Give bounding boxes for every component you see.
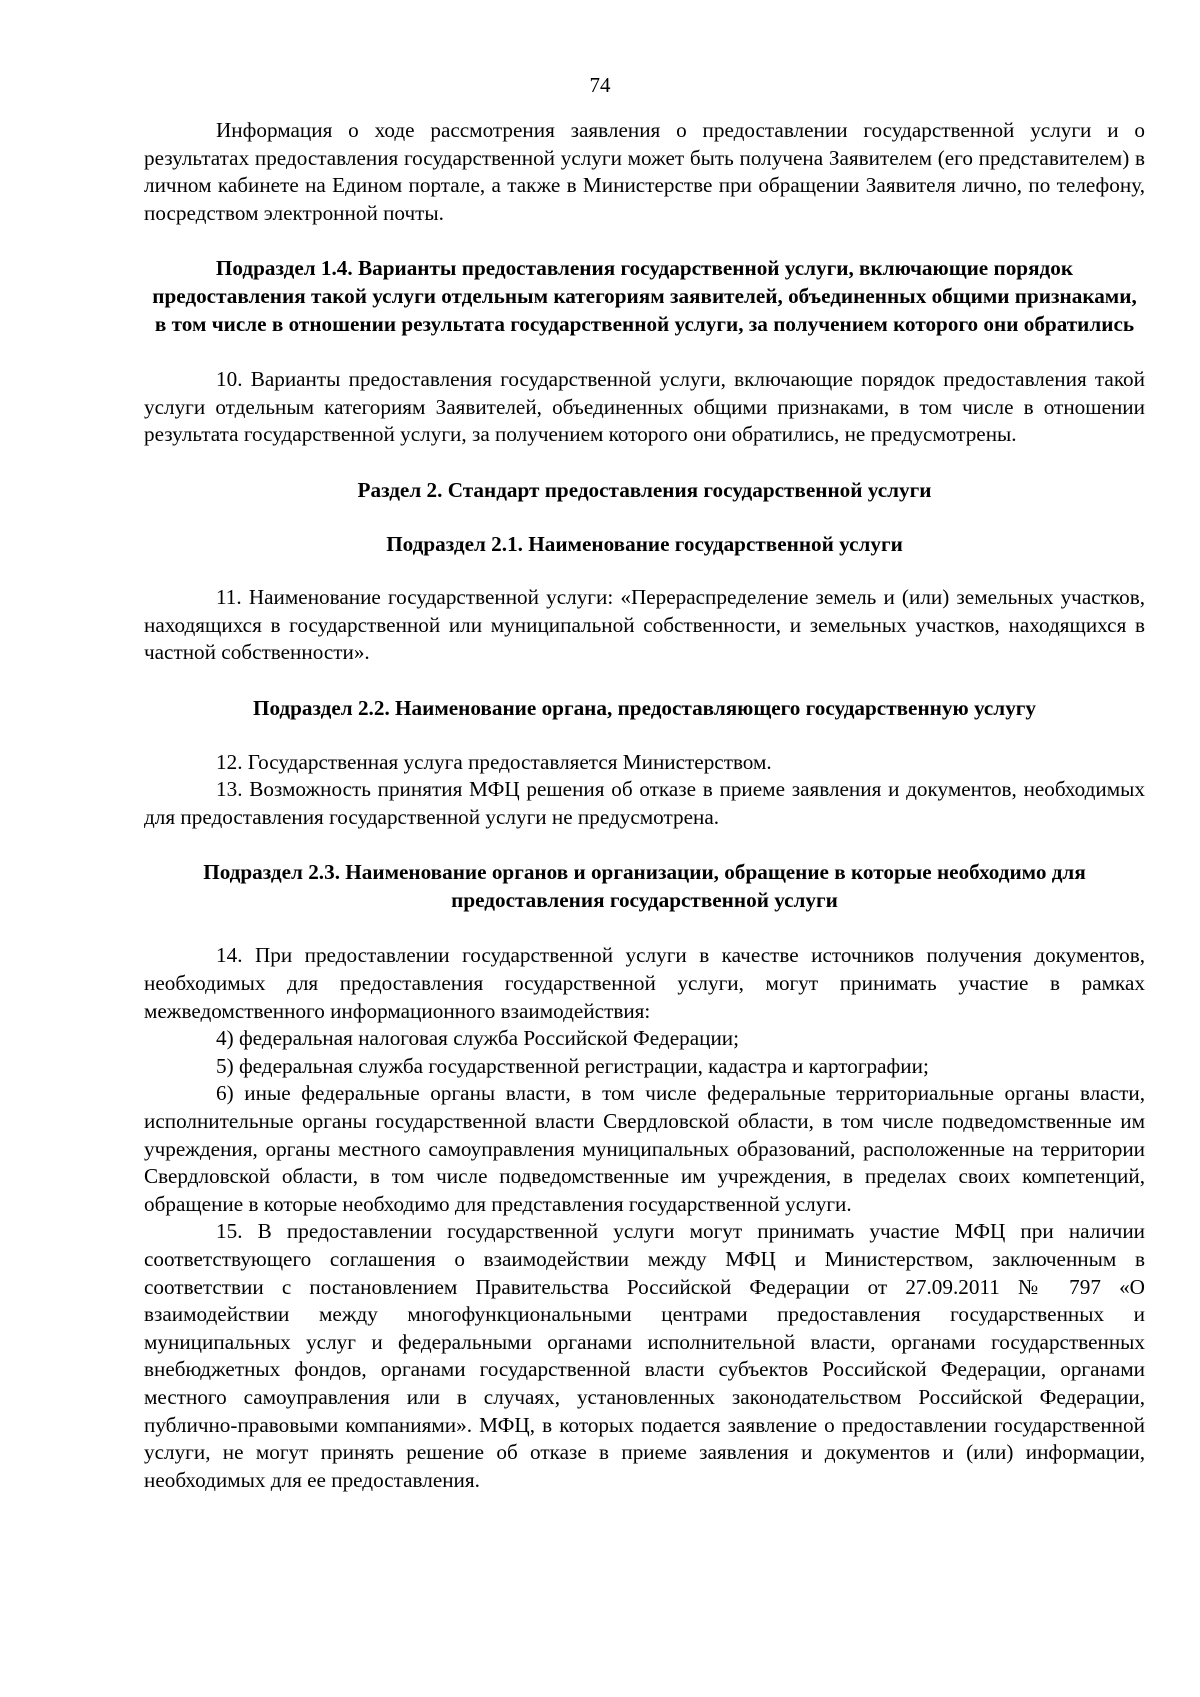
paragraph-item-11: 11. Наименование государственной услуги: «Перераспределение земель и (или) земельных участков, находящихся в государственной или муниципальной собственности, и земельных участков, находящихся в частной собственности».: [144, 585, 1145, 665]
document-body: [144, 117, 1145, 1494]
page-number: 74: [589, 73, 611, 97]
subsection-2-1-heading: Подраздел 2.1. Наименование государственной услуги: [386, 531, 903, 556]
subsection-1-4-heading: Подраздел 1.4. Варианты предоставления государственной услуги, включающие порядок предоставления такой услуги отдельным категориям заявителей, объединенных общими признаками, в том числе в отношении результата государственной услуги, за получением которого они обратились: [152, 256, 1137, 336]
paragraph-item-14-4: 4) федеральная налоговая служба Российской Федерации;: [216, 1026, 740, 1051]
paragraph-item-14-6: 6) иные федеральные органы власти, в том числе федеральные территориальные органы власти, исполнительные органы государственной власти Свердловской области, в том числе подведомственные им учреждения, органы местного самоуправления муниципальных образований, расположенные на территории Свердловской области, в том числе подведомственные им учреждения, в пределах своих компетенций, обращение в которые необходимо для представления государственной услуги.: [144, 1081, 1145, 1216]
paragraph-item-12: 12. Государственная услуга предоставляется Министерством.: [216, 749, 772, 774]
paragraph-item-13: 13. Возможность принятия МФЦ решения об отказе в приеме заявления и документов, необходимых для предоставления государственной услуги не предусмотрена.: [144, 777, 1145, 829]
paragraph-intro: Информация о ходе рассмотрения заявления о предоставлении государственной услуги и о результатах предоставления государственной услуги может быть получена Заявителем (его представителем) в личном кабинете на Едином портале, а также в Министерстве при обращении Заявителя лично, по телефону, посредством электронной почты.: [144, 118, 1145, 225]
paragraph-item-14-5: 5) федеральная служба государственной регистрации, кадастра и картографии;: [216, 1053, 929, 1078]
paragraph-item-10: 10. Варианты предоставления государственной услуги, включающие порядок предоставления такой услуги отдельным категориям Заявителей, объединенных общими признаками, в том числе в отношении результата государственной услуги, за получением которого они обратились, не предусмотрены.: [144, 367, 1145, 447]
subsection-2-2-heading: Подраздел 2.2. Наименование органа, предоставляющего государственную услугу: [252, 695, 1037, 720]
paragraph-item-15: 15. В предоставлении государственной услуги могут принимать участие МФЦ при наличии соответствующего соглашения о взаимодействии между МФЦ и Министерством, заключенным в соответствии с постановлением Правительства Российской Федерации от 27.09.2011 № 797 «О взаимодействии между многофункциональными центрами предоставления государственных и муниципальных услуг и федеральными органами исполнительной власти, органами государственных внебюджетных фондов, органами государственной власти субъектов Российской Федерации, органами местного самоуправления или в случаях, установленных законодательством Российской Федерации, публично-правовыми компаниями». МФЦ, в которых подается заявление о предоставлении государственной услуги, не могут принять решение об отказе в приеме заявления и документов и (или) информации, необходимых для ее предоставления.: [144, 1219, 1145, 1492]
paragraph-item-14: 14. При предоставлении государственной услуги в качестве источников получения документов, необходимых для предоставления государственной услуги, могут принимать участие в рамках межведомственного информационного взаимодействия:: [144, 943, 1145, 1023]
subsection-2-3-heading: Подраздел 2.3. Наименование органов и организации, обращение в которые необходимо для предоставления государственной услуги: [203, 860, 1086, 912]
section-2-heading: Раздел 2. Стандарт предоставления государственной услуги: [357, 477, 932, 502]
